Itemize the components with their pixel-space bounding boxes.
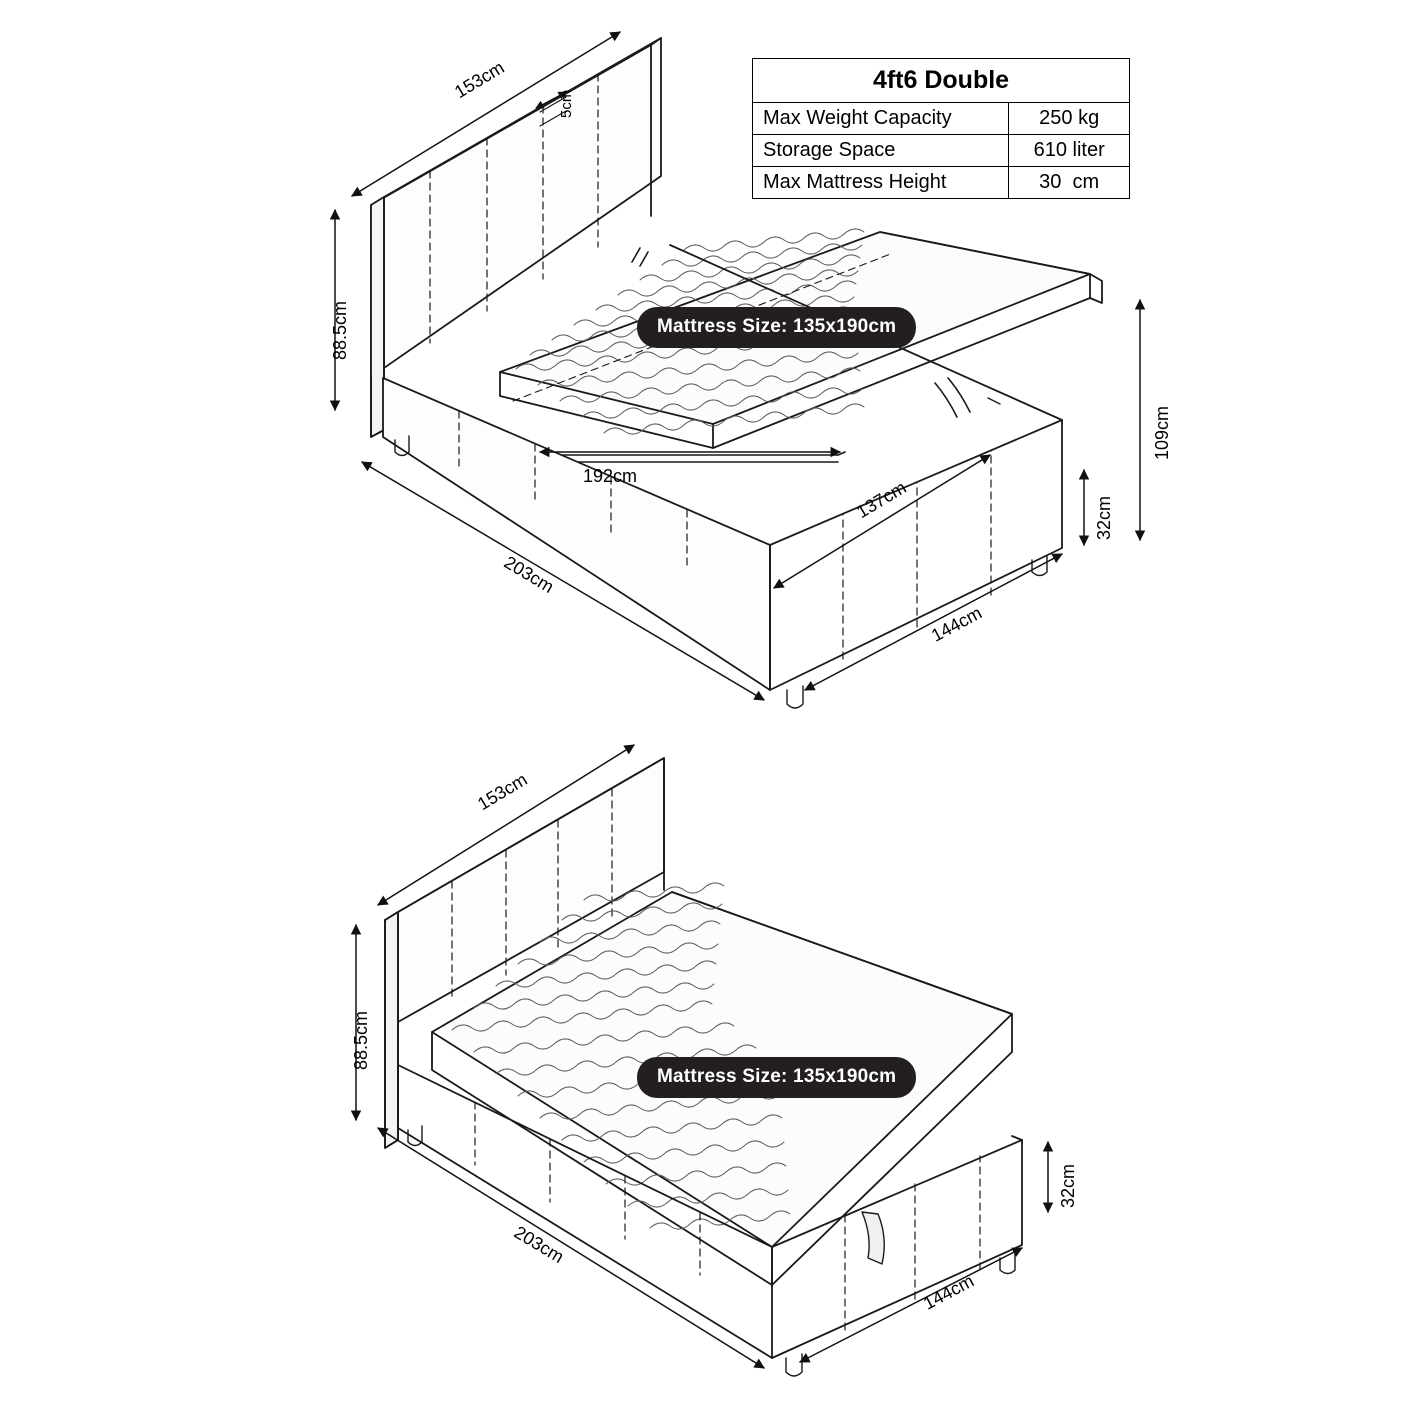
spec-row-storage-space xyxy=(753,135,1130,167)
dim-top-mattress-width: 137cm xyxy=(853,477,910,523)
spec-table-title-row xyxy=(753,59,1130,103)
dim-top-headboard-width: 153cm xyxy=(451,57,508,103)
dim-bottom-overall-length: 203cm xyxy=(510,1222,568,1267)
dim-bottom-base-height: 32cm xyxy=(1058,1163,1078,1208)
mattress-size-label-bottom: Mattress Size: 135x190cm xyxy=(637,1057,916,1098)
dim-top-overall-width: 144cm xyxy=(928,602,986,646)
dim-top-headboard-thickness: 5cm xyxy=(558,89,575,118)
spec-value-max-weight: 250 kg xyxy=(1009,103,1130,135)
spec-label-max-mattress-height: Max Mattress Height xyxy=(753,167,1009,199)
dim-top-base-height: 32cm xyxy=(1094,495,1114,540)
dim-bottom-headboard-width: 153cm xyxy=(474,769,531,815)
dim-top-overall-length: 203cm xyxy=(500,552,558,597)
dim-bottom-overall-width: 144cm xyxy=(920,1270,978,1314)
spec-label-max-weight: Max Weight Capacity xyxy=(753,103,1009,135)
dim-top-mattress-length: 192cm xyxy=(583,466,638,486)
spec-label-storage-space: Storage Space xyxy=(753,135,1009,167)
dim-top-lift-height: 109cm xyxy=(1152,405,1172,460)
spec-value-storage-space: 610 liter xyxy=(1009,135,1130,167)
mattress-size-label-top: Mattress Size: 135x190cm xyxy=(637,307,916,348)
spec-value-max-mattress-height: 30 cm xyxy=(1009,167,1130,199)
spec-row-max-weight xyxy=(753,103,1130,135)
dim-bottom-headboard-height: 88.5cm xyxy=(351,1010,371,1070)
spec-table xyxy=(752,58,1130,199)
spec-row-max-mattress-height xyxy=(753,167,1130,199)
spec-table-title: 4ft6 Double xyxy=(753,59,1130,103)
dim-top-headboard-height: 88.5cm xyxy=(330,300,350,360)
